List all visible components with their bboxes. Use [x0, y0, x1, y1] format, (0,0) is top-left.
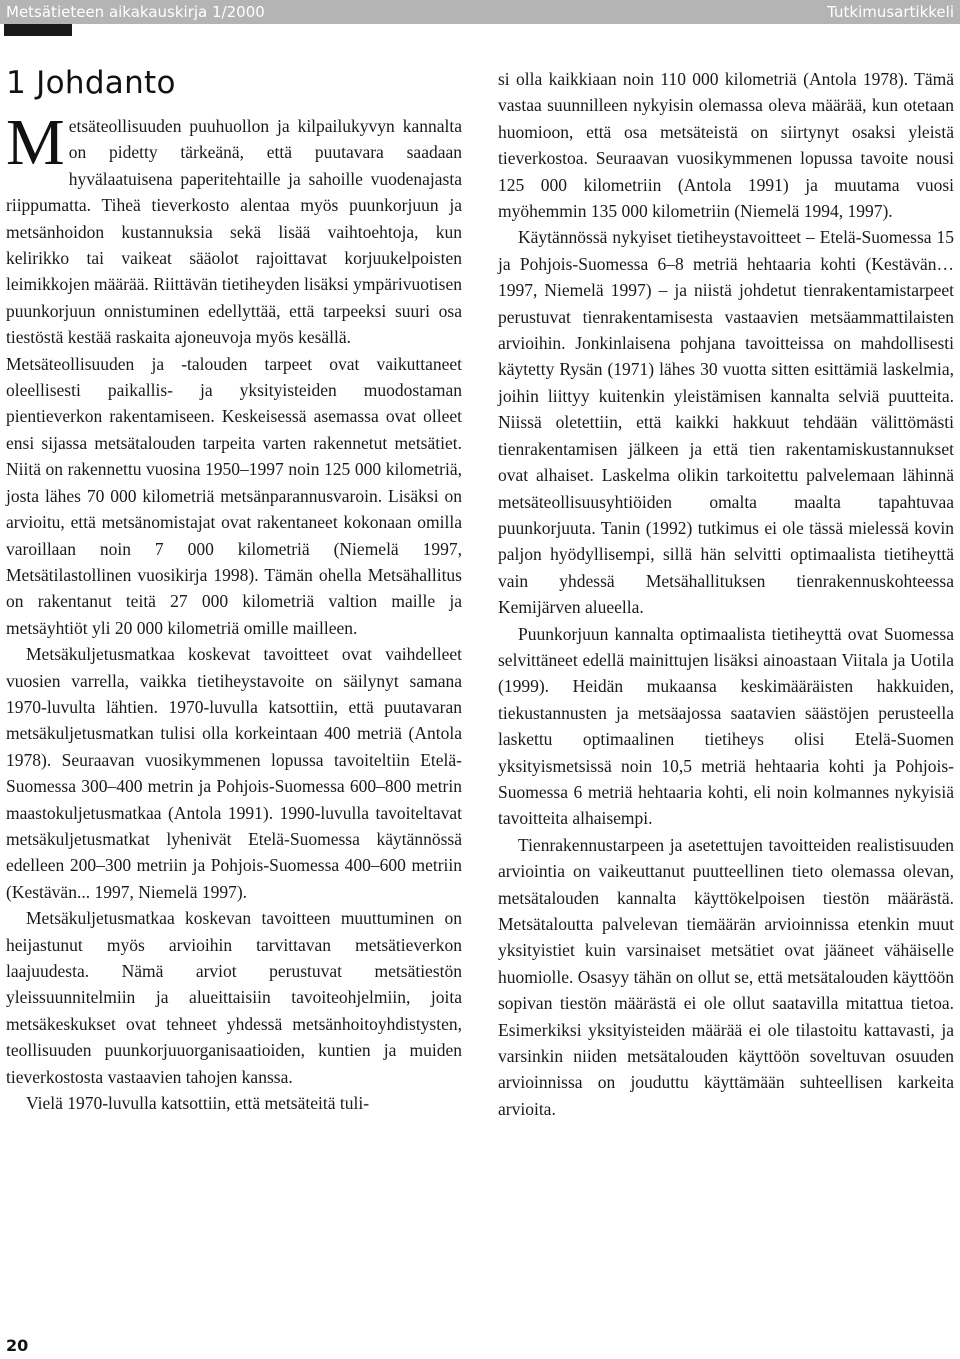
article-category: Tutkimusartikkeli [827, 3, 954, 21]
paragraph: Metsäteollisuuden ja -talouden tarpeet ovat vaikuttaneet oleellisesti paikallis- ja yksityisteiden muodostaman pientieverkon rakentamiseen. Keskeisessä asemassa ovat olleet ensi sijassa metsätalouden tarpeita varten rakennetut metsätiet. Niitä on rakennettu vuosina 1950–1997 noin 125 000 kilometriä, josta lähes 70 000 kilometriä metsänparannusvaroin. Lisäksi on arvioitu, että metsänomistajat ovat rakentaneet kokonaan omilla varoillaan noin 7 000 kilometriä (Niemelä 1997, Metsätilastollinen vuosikirja 1998). Tämän ohella Metsähallitus on rakentanut teitä 27 000 kilometriä valtion maille ja metsäyhtiöt yli 20 000 kilometriä omille mailleen. [6, 353, 462, 638]
journal-title: Metsätieteen aikakauskirja 1/2000 [6, 3, 265, 21]
paragraph: Puunkorjuun kannalta optimaalista tietiheyttä ovat Suomessa selvittäneet edellä mainittujen lisäksi ainoastaan Viitala ja Uotila (1999). Heidän mukaansa keskimääräisten hakkuiden, tiekustannusten ja metsäajossa saatavien säästöjen perusteella laskettu optimaalinen tietiheys olisi Etelä-Suomen yksityismetsissä noin 10,5 metriä hehtaaria kohti ja Pohjois-Suomessa 6 metriä hehtaaria kohti, eli noin kolmannes nykyisiä tavoitteita alhaisempi. [498, 623, 954, 829]
paragraph: Vielä 1970-luvulla katsottiin, että metsäteitä tuli- [26, 1093, 370, 1114]
paragraph: Metsäkuljetusmatkaa koskevan tavoitteen muuttuminen on heijastunut myös arvioihin tarvittavan metsätieverkon laajuudesta. Nämä arviot perustuvat metsätiestön yleissuunnitelmiin ja alueittaisiin tavoiteohjelmiin, joita metsäkeskukset ovat tehneet yhdessä metsänhoitoyhdistysten, teollisuuden puunkorjuuorganisaatioiden, kuntien ja muiden tieverkostosta vastaavien tahojen kanssa. [6, 908, 462, 1087]
paragraph: Käytännössä nykyiset tietiheystavoitteet – Etelä-Suomessa 15 ja Pohjois-Suomessa 6–8 metriä hehtaaria kohti (Kestävän…1997, Niemelä 1997) – ja niistä johdetut tienrakentamistarpeet perustuvat tienrakentamisesta vastaavien metsäammattilaisten arvioihin. Jonkinlaisena pohjana tavoitteissa on mahdollisesti käytetty Rysän (1971) lähes 30 vuotta sitten esittämiä laskelmia, joihin liittyy kuitenkin yleistämisen kannalta selviä puutteita. Niissä oletettiin, että kaikki hakkuut tehdään välittömästi tienrakentamisen jälkeen ja että tien rakentamiskustannukset ovat alhaiset. Laskelma olikin tarkoitettu palvelemaan lähinnä metsäteollisuusyhtiöiden omalta maalta tapahtuvaa puunkorjuuta. Tanin (1992) tutkimus ei ole tässä mielessä kovin paljon hyödyllisempi, sillä hän selvitti optimaalista tietiheyttä vain yhdessä Metsähallituksen tienrakennuskohteessa Kemijärven alueella. [498, 227, 954, 618]
drop-cap: M [6, 106, 65, 179]
section-title: 1 Johdanto [6, 65, 176, 101]
paragraph: Metsäkuljetusmatkaa koskevat tavoitteet ovat vaihdelleet vuosien varrella, vaikka tietiheystavoite on säilynyt samana 1970-luvulta lähtien. 1970-luvulla katsottiin, että puutavaran metsäkuljetusmatkan tulisi olla korkeintaan 400 metriä (Antola 1978). Seuraavan vuosikymmenen lopussa tavoiteltiin Etelä-Suomessa 300–400 metrin ja Pohjois-Suomessa 600–800 metrin maastokuljetusmatkaa (Antola 1991). 1990-luvulla tavoiteltavat metsäkuljetusmatkat lyhenivät Etelä-Suomessa käytännössä edelleen 200–300 metriin ja Pohjois-Suomessa 400–600 metriin (Kestävän... 1997, Niemelä 1997). [6, 644, 462, 902]
paragraph: Tienrakennustarpeen ja asetettujen tavoitteiden realistisuuden arviointia on vaikeuttanut puutteellinen tieto olemassa olevan, metsätalouden kannalta käyttökelpoisen tiestön määrästä. Metsätaloutta palvelevan tiemäärän arvioinnissa etenkin muut yksityistiet kuin varsinaiset metsätiet ovat jääneet vähäiselle huomiolle. Osasyy tähän on ollut se, että metsätalouden käyttöön sopivan tiestön määrästä ei ole ollut saatavilla mitattua tietoa. Esimerkiksi yksityisteiden määrää ei ole tilastoitu kattavasti, ja varsinkin niiden metsätalouden käyttöön soveltuvan osuuden arvioinnissa on jouduttu käyttämään suhteellisen karkeita arvioita. [498, 834, 954, 1119]
intro-paragraph-text: etsäteollisuuden puuhuollon ja kilpailukyvyn kannalta on pidetty tärkeänä, että puutavara saadaan hyvälaatuisena paperitehtaille ja sahoille vuodenajasta riippumatta. Tiheä tieverkosto alentaa myös puunkorjuun ja metsänhoidon kustannuksia sekä lisää vaihtoehtoja, kun kelirikko tai vaikeat sääolot rajoittavat korjuukelpoisten leimikkojen määrää. Riittävän tietiheyden lisäksi ympärivuotisen puunkorjuun onnistuminen edellyttää, että tarpeeksi suuri osa tiestöstä kestää raskaita ajoneuvoja myös kesällä. [6, 116, 462, 348]
right-column [498, 66, 954, 1122]
paragraph: si olla kaikkiaan noin 110 000 kilometriä (Antola 1978). Tämä vastaa suunnilleen nykyisin olemassa oleva määrää, kun otetaan huomioon, että osa metsäteistä on siirtynyt osaksi yleistä tieverkostoa. Seuraavan vuosikymmenen lopussa tavoite nousi 125 000 kilometriin (Antola 1991) ja muutama vuosi myöhemmin 135 000 kilometriin (Niemelä 1994, 1997). [498, 69, 954, 222]
left-column [6, 63, 462, 1116]
page-number: 20 [6, 1336, 29, 1355]
running-header [0, 0, 960, 24]
header-mark-decoration [4, 24, 72, 36]
intro-paragraph [6, 106, 462, 351]
